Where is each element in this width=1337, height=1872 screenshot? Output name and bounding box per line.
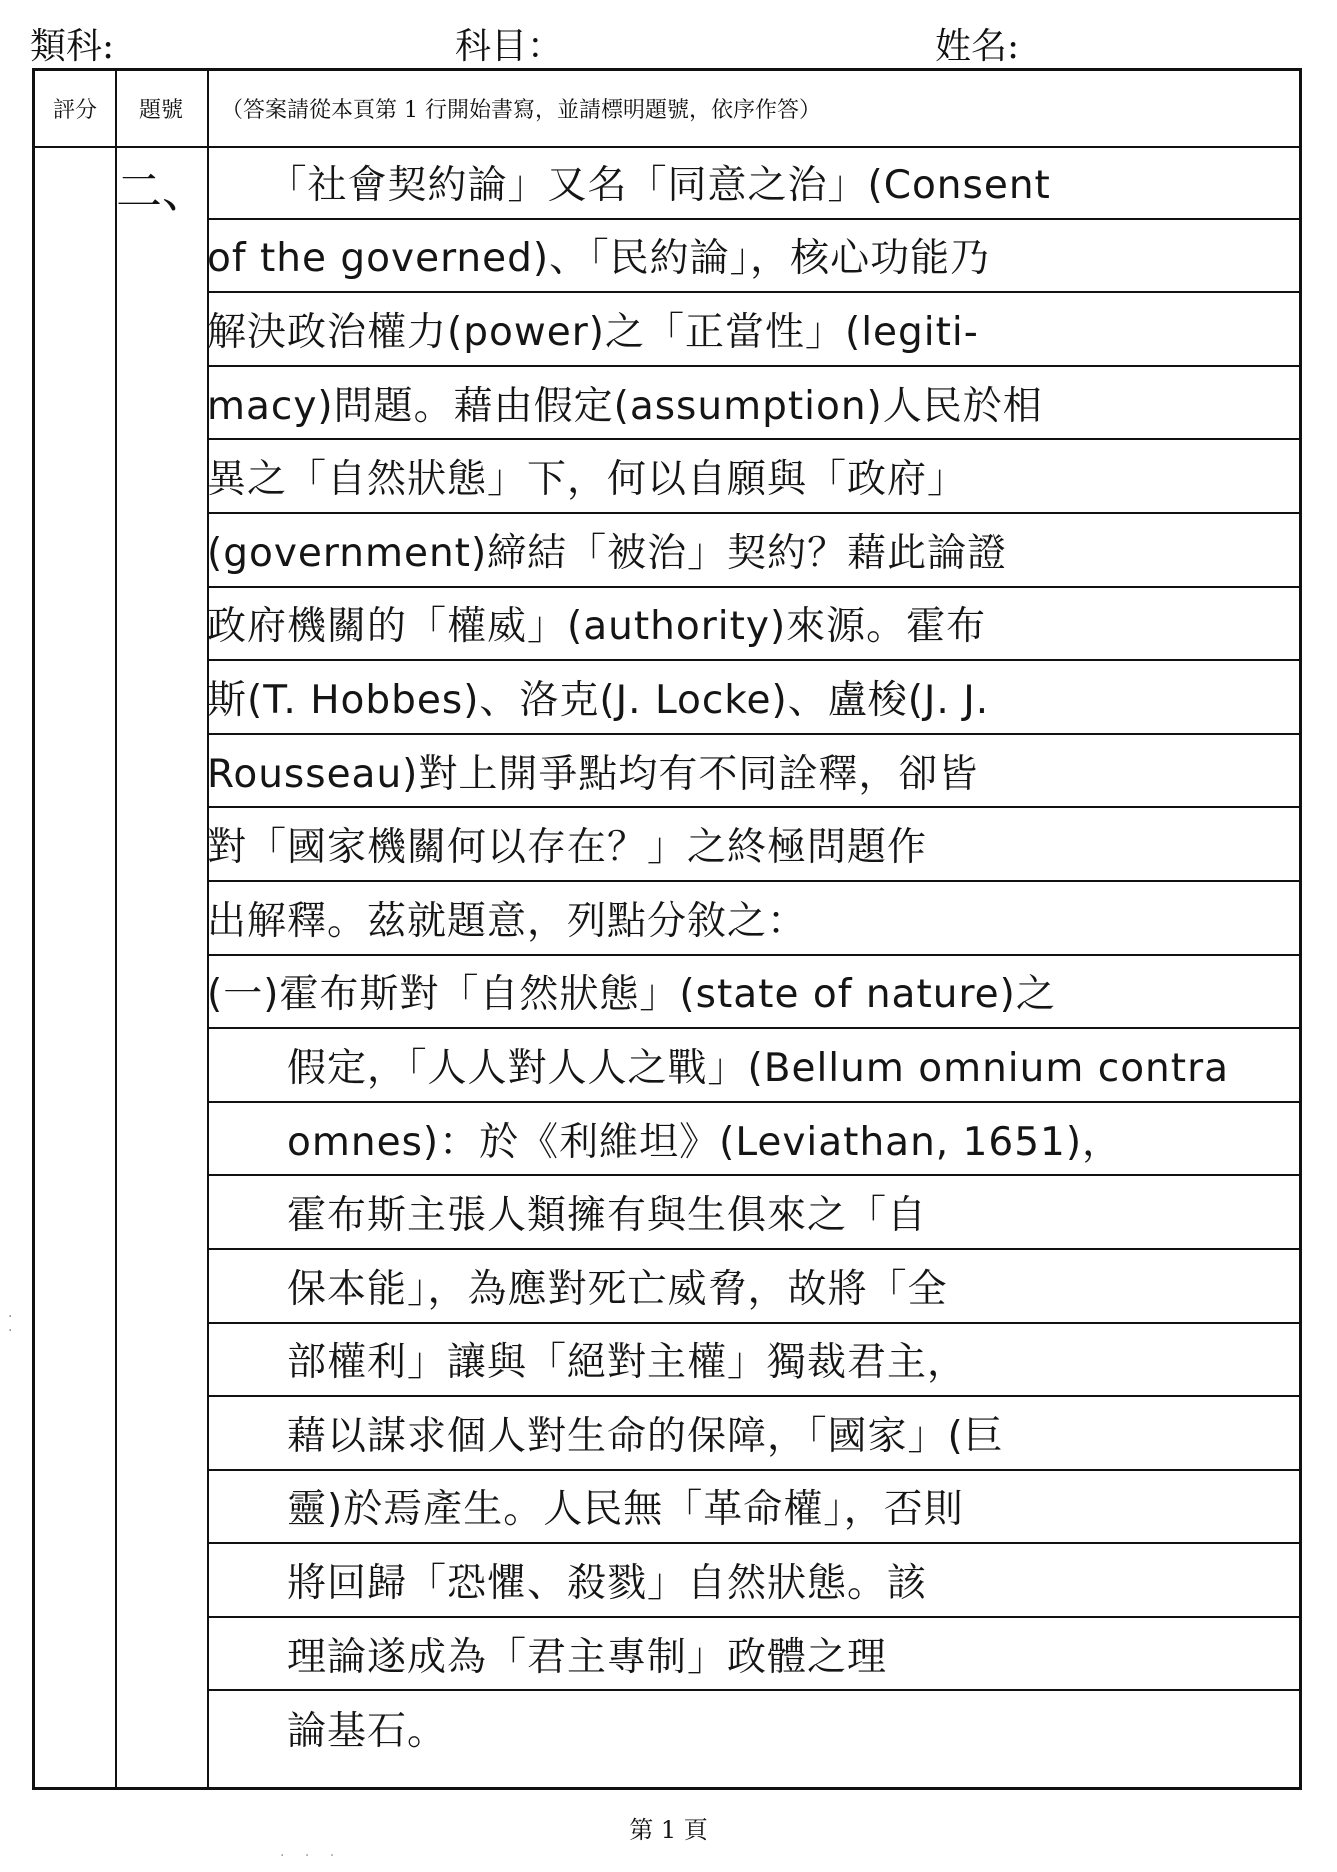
question-number-column-header: 題號 [138, 98, 183, 123]
instruction-text: （答案請從本頁第 1 行開始書寫，並請標明題號，依序作答） [221, 98, 821, 123]
category-label: 類科: [30, 26, 115, 67]
answer-sheet [32, 68, 1302, 1790]
column-divider [115, 71, 117, 1787]
table-header-row [35, 71, 1299, 148]
answer-line: 保本能」，為應對死亡威脅，故將「全 [207, 1250, 1299, 1324]
answer-line: 政府機關的「權威」(authority)來源。霍布 [207, 588, 1299, 662]
answer-line: 斯(T. Hobbes)、洛克(J. Locke)、盧梭(J. J. [207, 661, 1299, 735]
answer-lines [207, 146, 1299, 1765]
answer-line: (government)締結「被治」契約？藉此論證 [207, 514, 1299, 588]
answer-line: 霍布斯主張人類擁有與生俱來之「自 [207, 1176, 1299, 1250]
answer-line: 靈)於焉產生。人民無「革命權」，否則 [207, 1471, 1299, 1545]
answer-line: 論基石。 [207, 1709, 448, 1755]
question-number: 二、 [116, 164, 208, 218]
answer-line: 部權利」讓與「絕對主權」獨裁君主， [207, 1324, 1299, 1398]
answer-line: macy)問題。藉由假定(assumption)人民於相 [207, 367, 1299, 441]
score-column-header: 評分 [52, 98, 97, 123]
name-label: 姓名: [935, 26, 1020, 67]
answer-line: 「社會契約論」又名「同意之治」(Consent [207, 146, 1299, 220]
answer-line: of the governed)、「民約論」，核心功能乃 [207, 220, 1299, 294]
answer-line: 解決政治權力(power)之「正當性」(legiti- [207, 293, 1299, 367]
answer-line: 對「國家機關何以存在？」之終極問題作 [207, 808, 1299, 882]
page-header [30, 18, 1310, 70]
answer-line: 假定，「人人對人人之戰」(Bellum omnium contra [207, 1029, 1299, 1103]
subject-label: 科目： [455, 26, 564, 67]
answer-line: 出解釋。茲就題意，列點分敘之： [207, 882, 1299, 956]
page-number: 第 1 頁 [629, 1816, 708, 1844]
answer-line: 理論遂成為「君主專制」政體之理 [207, 1618, 1299, 1692]
answer-line: omnes)：於《利維坦》(Leviathan, 1651)， [207, 1103, 1299, 1177]
answer-line: 將回歸「恐懼、殺戮」自然狀態。該 [207, 1544, 1299, 1618]
answer-line: 異之「自然狀態」下，何以自願與「政府」 [207, 440, 1299, 514]
scan-speck: · · [8, 1309, 13, 1339]
answer-line: (一)霍布斯對「自然狀態」(state of nature)之 [207, 956, 1299, 1030]
scan-speck: · · · [280, 1848, 343, 1864]
answer-line: 藉以謀求個人對生命的保障，「國家」(巨 [207, 1397, 1299, 1471]
answer-line: Rousseau)對上開爭點均有不同詮釋，卻皆 [207, 735, 1299, 809]
